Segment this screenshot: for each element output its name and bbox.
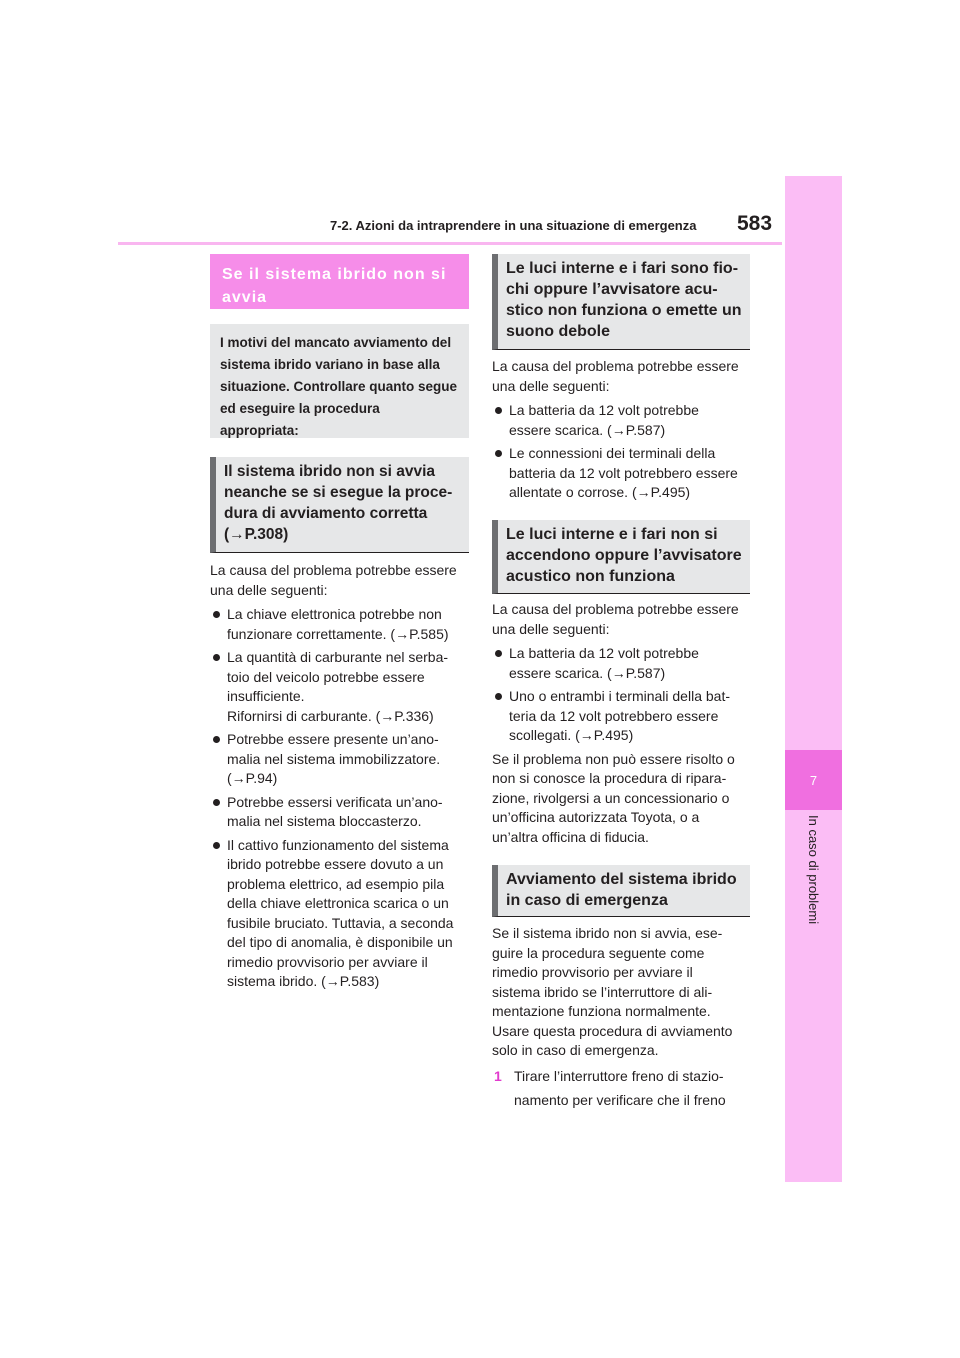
procedure-step: 1 Tirare l’interruttore freno di stazio- namento per verificare che il freno [494,1067,726,1108]
heading-line: acustico non funziona [506,568,675,585]
chapter-label [785,815,842,945]
heading-line: Il sistema ibrido non si avvia [224,463,436,480]
section-heading-no-start [210,457,469,553]
chapter-number-badge: 7 [785,750,842,810]
lead-paragraph: La causa del problema potrebbe essere una delle seguenti: [492,358,739,394]
closing-paragraph: Se il problema non può essere risolto o non si conosce la procedura di ripara- zione, rivolgersi a un concessionario o un’officina autorizzata Toyota, o a un’altra officina di fiducia. [492,750,735,845]
lead-paragraph: La causa del problema potrebbe essere una delle seguenti: [210,562,457,598]
section2-body [492,600,754,852]
page-reference: (→P.308) [224,526,289,543]
heading-line: Le luci interne e i fari sono fio- [506,260,739,277]
heading-line: dura di avviamento corretta [224,505,428,522]
chapter-section-title: 7-2. Azioni da intraprendere in una situazione di emergenza [330,218,697,233]
heading-line: in caso di emergenza [506,892,668,909]
heading-line: accendono oppure l’avvisatore [506,547,742,564]
cause-list [210,605,472,992]
chapter-side-tab [785,176,842,1182]
step-number: 1 [494,1067,502,1084]
left-body [210,561,472,996]
section-title-banner: Se il sistema ibrido non si avvia [210,254,469,309]
list-item: Uno o entrambi i terminali della bat- teria da 12 volt potrebbero essere scollegati. (→P.495) [492,687,754,746]
header-divider [118,242,782,245]
heading-line: stico non funziona o emette un [506,302,742,319]
cause-list [492,401,754,503]
lead-paragraph: La causa del problema potrebbe essere una delle seguenti: [492,601,739,637]
section-heading-lights-off [492,520,750,594]
heading-line: Avviamento del sistema ibrido [506,871,737,888]
cause-list [492,644,754,746]
list-item: Potrebbe essere presente un’ano- malia nel sistema immobilizzatore. (→P.94) [210,730,472,789]
list-item: La batteria da 12 volt potrebbe essere scarica. (→P.587) [492,644,754,683]
heading-line: neanche se si esegue la proce- [224,484,453,501]
section1-body [492,357,754,507]
body-paragraph: Se il sistema ibrido non si avvia, ese- guire la procedura seguente come rimedio provvisorio per avviare il sistema ibrido se l’interruttore di ali- mentazione funziona normalmente. Usare questa procedura di avviamento solo in caso di emergenza. [492,925,733,1058]
list-item: La chiave elettronica potrebbe non funzionare correttamente. (→P.585) [210,605,472,644]
list-item: Il cattivo funzionamento del sistema ibrido potrebbe essere dovuto a un problema elettrico, ad esempio pila della chiave elettronica scarica o un fusibile bruciato. Tuttavia, a seconda del tipo di anomalia, è disponibile un rimedio provvisorio per avviare il sistema ibrido. (→P.583) [210,836,472,992]
page-number: 583 [737,212,773,235]
intro-box: I motivi del mancato avviamento del sistema ibrido variano in base alla situazione. Controllare quanto segue ed eseguire la procedura appropriata: [210,324,469,438]
section3-body [492,924,754,1111]
list-item: Potrebbe essersi verificata un’ano- malia nel sistema bloccasterzo. [210,793,472,832]
heading-line: suono debole [506,323,610,340]
section-heading-emergency-start [492,865,750,917]
list-item: La quantità di carburante nel serba- toio del veicolo potrebbe essere insufficiente. Rifornirsi di carburante. (→P.336) [210,648,472,726]
heading-line: chi oppure l’avvisatore acu- [506,281,718,298]
list-item: La batteria da 12 volt potrebbe essere scarica. (→P.587) [492,401,754,440]
section-heading-lights-dim [492,254,750,350]
list-item: Le connessioni dei terminali della batteria da 12 volt potrebbero essere allentate o corrose. (→P.495) [492,444,754,503]
chapter-label-text: In caso di problemi [806,815,821,925]
heading-line: Le luci interne e i fari non si [506,526,718,543]
